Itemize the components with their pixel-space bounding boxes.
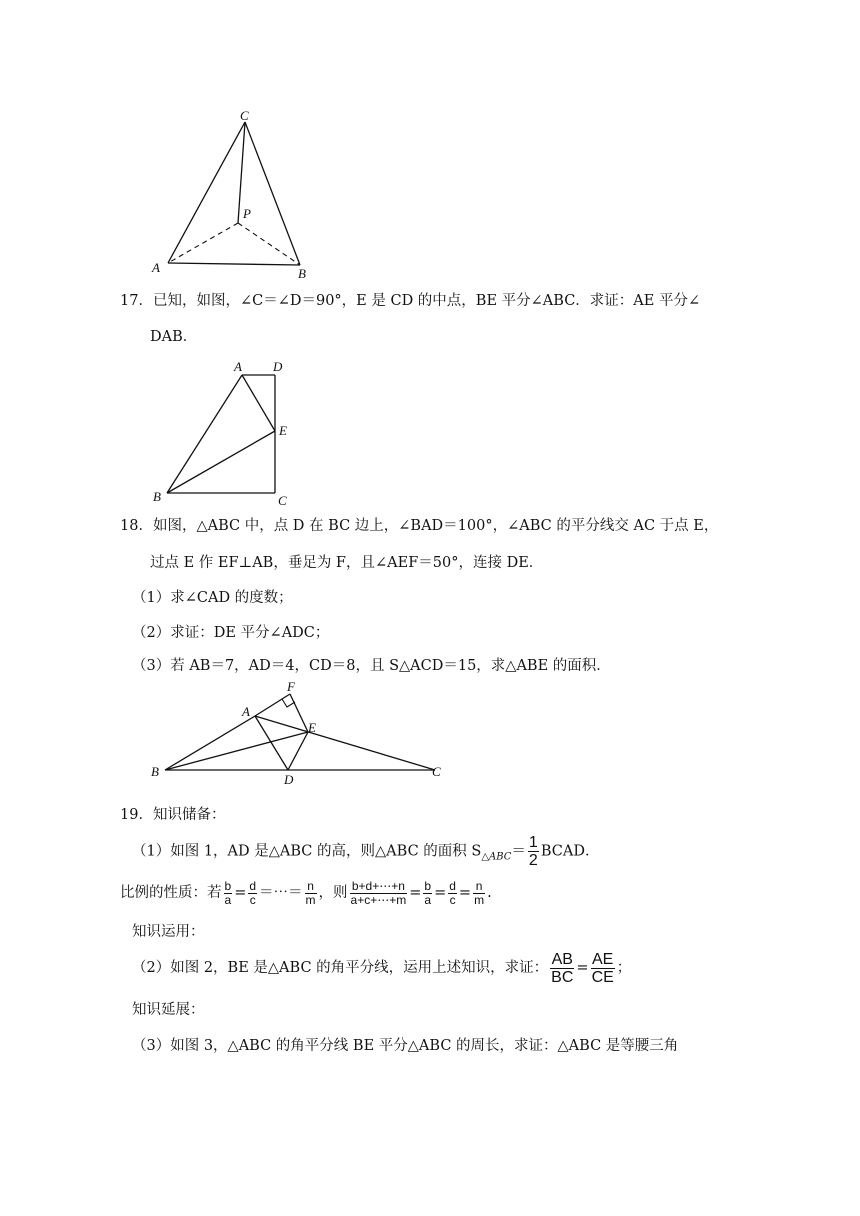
q18-line1: 18．如图，△ABC 中，点 D 在 BC 边上，∠BAD＝100°，∠ABC 的平分线交 AC 于点 E， (120, 518, 719, 534)
label-a: A (152, 260, 160, 275)
ratio-sum-fraction (350, 880, 408, 907)
ratio-m: m (474, 892, 485, 907)
ratio-n-over-m-2 (473, 880, 485, 907)
q19-title: 19．知识储备： (120, 807, 226, 823)
label-a: A (234, 359, 242, 374)
q19-part1-suffix: BCAD． (540, 843, 600, 860)
eq-sign: = (409, 885, 422, 901)
ratio-dots: ＝⋯＝ (259, 885, 303, 901)
label-d: D (273, 359, 283, 374)
label-c: C (278, 493, 287, 508)
ratio-a: a (224, 892, 232, 907)
q17-line1: 17．已知，如图，∠C＝∠D＝90°，E 是 CD 的中点，BE 平分∠ABC．求证：AE 平分∠ (120, 293, 701, 309)
ratio-b: b (424, 878, 432, 893)
q19-apply-title: 知识运用： (132, 924, 205, 940)
q19-extend-title: 知识延展： (132, 1002, 205, 1018)
q19-part1-sub: △ABC (481, 851, 512, 863)
figure-17-quadrilateral (145, 355, 305, 510)
eq-sign: = (576, 960, 589, 976)
half-numerator: 1 (528, 834, 538, 851)
ratio-prefix: 比例的性质：若 (120, 885, 222, 901)
ratio-d: d (249, 878, 257, 893)
ratio-c: c (249, 892, 256, 907)
ae-over-ce (591, 951, 615, 986)
label-f: F (287, 680, 295, 694)
q18-part2: （2）求证：DE 平分∠ADC； (132, 625, 330, 641)
ratio-n: n (473, 880, 485, 894)
eq-sign: = (234, 885, 247, 901)
q19-part2-prefix: （2）如图 2，BE 是△ABC 的角平分线，运用上述知识，求证： (132, 960, 549, 976)
ratio-n-over-m (305, 880, 317, 907)
ratio-m: m (305, 892, 316, 907)
label-e: E (308, 720, 316, 735)
ratio-a: a (424, 892, 432, 907)
ab: AB (551, 950, 573, 968)
ratio-c: c (449, 892, 456, 907)
eq-sign: = (434, 885, 447, 901)
end-period: . (487, 885, 492, 901)
q19-ratio-property (120, 876, 492, 910)
q19-part1-eq: ＝ (511, 843, 526, 860)
ratio-d-over-c (248, 880, 257, 907)
label-d: D (284, 772, 294, 787)
label-e: E (279, 423, 287, 438)
eq-sign: = (458, 885, 472, 901)
label-b: B (153, 489, 161, 504)
label-c: C (432, 764, 441, 779)
ratio-d: d (449, 878, 456, 893)
q18-part3: （3）若 AB＝7，AD＝4，CD＝8，且 S△ACD＝15，求△ABE 的面积． (132, 658, 611, 674)
ratio-b-over-a (224, 880, 233, 907)
q18-line2: 过点 E 作 EF⊥AB，垂足为 F，且∠AEF＝50°，连接 DE． (150, 555, 544, 571)
ratio-b-over-a-2 (423, 880, 432, 907)
q19-part3: （3）如图 3，△ABC 的角平分线 BE 平分△ABC 的周长，求证：△ABC 是等腰三角 (132, 1038, 679, 1054)
half-fraction (528, 834, 539, 869)
ab-over-bc (550, 951, 574, 986)
label-a: A (242, 704, 250, 719)
label-b: B (298, 266, 306, 281)
half-denominator: 2 (528, 852, 538, 869)
q19-part1-prefix: （1）如图 1，AD 是△ABC 的高，则△ABC 的面积 S (132, 843, 482, 860)
ratio-then: ，则 (318, 885, 348, 901)
figure-16-triangle (140, 100, 330, 285)
q19-part1 (132, 834, 599, 868)
label-b: B (151, 764, 159, 779)
ce: CE (591, 968, 614, 986)
bc: BC (551, 968, 574, 986)
ratio-n: n (305, 880, 317, 894)
q18-part1: （1）求∠CAD 的度数； (132, 590, 293, 606)
q19-part2-end: ； (616, 960, 632, 976)
q17-line2: DAB． (150, 329, 198, 345)
label-c: C (240, 108, 249, 123)
ae: AE (592, 950, 614, 968)
sum-denominator: a+c+⋯+m (350, 892, 407, 907)
figure-18-triangle (145, 680, 455, 790)
label-p: P (243, 206, 251, 221)
sum-numerator: b+d+⋯+n (350, 880, 408, 894)
ratio-b: b (224, 878, 232, 893)
ratio-d-over-c-2 (448, 880, 457, 907)
q19-part2 (132, 948, 631, 988)
